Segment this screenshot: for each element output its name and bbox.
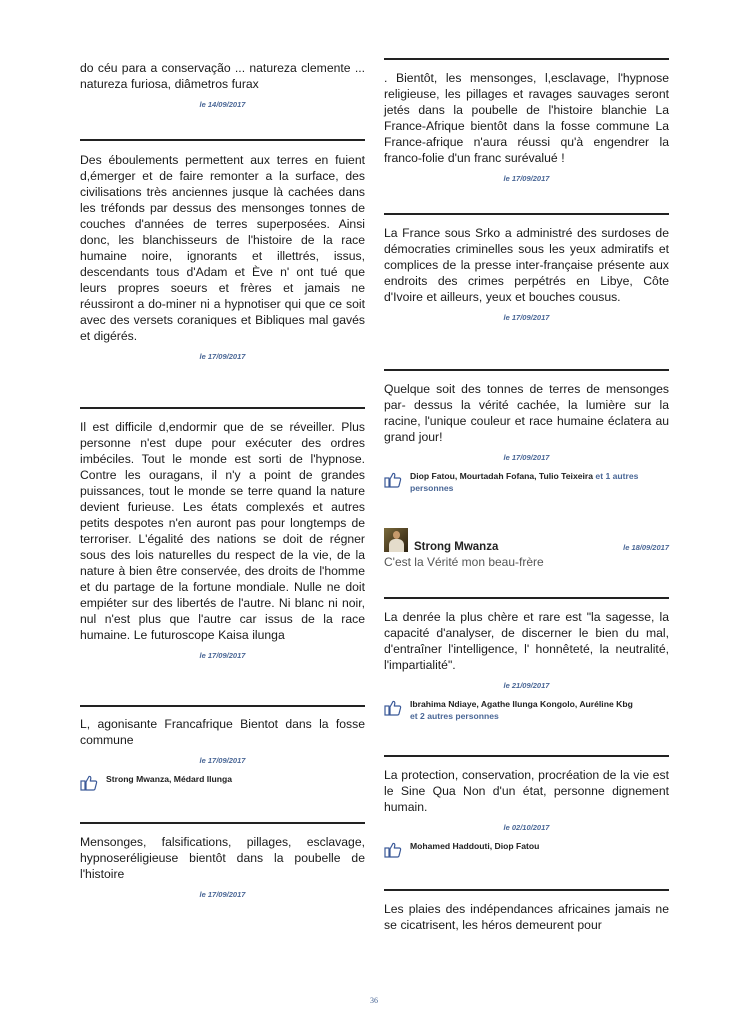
separator (384, 597, 669, 599)
separator (384, 369, 669, 371)
likes-row (80, 773, 365, 793)
post-text: La denrée la plus chère et rare est "la sagesse, la capacité d'analyser, de discerner le bien du mal, d'entraîner l'intelligence, l' honnêteté, la neutralité, l'impartialité". (384, 610, 669, 672)
post-date: le 17/09/2017 (199, 352, 246, 361)
post (384, 381, 669, 494)
separator (80, 139, 365, 141)
separator (80, 705, 365, 707)
post (80, 716, 365, 793)
likes-more-link[interactable]: et 1 autres personnes (410, 471, 639, 493)
avatar[interactable] (384, 528, 408, 552)
post-text: L, agonisante Francafrique Bientot dans la fosse commune (80, 717, 365, 747)
comment-text: C'est la Vérité mon beau-frère (384, 555, 544, 569)
post (384, 767, 669, 860)
separator (384, 755, 669, 757)
avatar-head (393, 531, 400, 539)
post-date: le 17/09/2017 (503, 313, 550, 322)
post (80, 60, 365, 109)
likes-names-list: Ibrahima Ndiaye, Agathe Ilunga Kongolo, Auréline Kbg (410, 699, 633, 709)
post-text: La France sous Srko a administré des surdoses de démocraties criminelles sous les yeux admiratifs et complices de la presse inter-française présente aux endroits des crimes perpétrés en Libye, Côte d'Ivoire et ailleurs, yeux et bouches cousus. (384, 226, 669, 304)
post-text: Les plaies des indépendances africaines jamais ne se cicatrisent, les héros demeurent pour (384, 902, 669, 932)
post (80, 152, 365, 361)
comment-author[interactable]: Strong Mwanza (414, 541, 499, 553)
post-text: Il est difficile d,endormir que de se réveiller. Plus personne n'est dupe pour exécuter des ordres imbéciles. Tout le monde est sorti de l'hypnose. Contre les ouragans, il n'y a point de grandes puissances, tout le monde se terre quand la nature devient furieuse. Les états complexés et autres petits despotes n'en auront pas pour longtemps de terroriser. L'égalité des nations se doit de régner sous des lois naturelles du respect de la vie, de la nature à bien être conservée, des droits de l'homme et du partage de la fortune mondiale. Nulle ne doit empiéter sur des libertés de l'autre. Ni blanc ni noir, nul n'est plus que l'autre car issus de la race humaine. Le futuroscope Kaisa ilunga (80, 420, 365, 642)
post-date: le 17/09/2017 (199, 651, 246, 660)
likes-names[interactable]: Strong Mwanza, Médard Ilunga (106, 774, 233, 784)
avatar-body (389, 539, 404, 552)
thumbs-up-icon[interactable] (384, 842, 402, 858)
page-number: 36 (370, 996, 378, 1005)
post-date: le 02/10/2017 (503, 823, 550, 832)
post-date: le 17/09/2017 (503, 174, 550, 183)
thumbs-up-icon[interactable] (384, 472, 402, 488)
post-text: Mensonges, falsifications, pillages, esclavage, hypnoseréligieuse bientôt dans la poubelle de l'histoire (80, 835, 365, 881)
post-date: le 17/09/2017 (503, 453, 550, 462)
likes-row (384, 840, 669, 860)
post (384, 70, 669, 183)
likes-more-link[interactable]: et 2 autres personnes (410, 711, 499, 721)
post-date: le 14/09/2017 (199, 100, 246, 109)
post (80, 834, 365, 899)
post-date: le 17/09/2017 (199, 890, 246, 899)
likes-row (384, 470, 669, 494)
post (384, 225, 669, 322)
post-text: Quelque soit des tonnes de terres de mensonges par- dessus la vérité cachée, la lumière sur la racine, l'unique couleur et race humaine éclatera au grand jour! (384, 382, 669, 444)
likes-names[interactable] (410, 698, 669, 722)
likes-names[interactable] (410, 470, 669, 494)
post (80, 419, 365, 660)
post-text: Des éboulements permettent aux terres en fuient d,émerger et de faire remonter a la surface, des civilisations très anciennes jusque là cachées dans les tréfonds par dessus des mensonges tonnes de couches d'années de terres superposées. Ainsi donc, les blanchisseurs de l'histoire de la race humaine noire, ignorants et illettrés, issus, descendants tous d'Adam et Ève n' ont tué que leurs propres soeurs et frères et jamais ne réussiront a do-miner ni a hypnotiser qui que ce soit avec des versets coraniques et Bibliques mal gavés et digérés. (80, 153, 365, 343)
comment-date: le 18/09/2017 (623, 543, 669, 552)
separator (384, 213, 669, 215)
post-text: do céu para a conservação ... natureza clemente ... natureza furiosa, diâmetros furax (80, 61, 365, 91)
thumbs-up-icon[interactable] (80, 775, 98, 791)
post (384, 901, 669, 933)
likes-names[interactable]: Mohamed Haddouti, Diop Fatou (410, 841, 540, 851)
post-date: le 21/09/2017 (503, 681, 550, 690)
post-date: le 17/09/2017 (199, 756, 246, 765)
likes-row (384, 698, 669, 722)
separator (80, 822, 365, 824)
likes-names-list: Diop Fatou, Mourtadah Fofana, Tulio Teixeira (410, 471, 594, 481)
post-text: . Bientôt, les mensonges, l,esclavage, l'hypnose religieuse, les pillages et ravages sauvages seront jetés dans la poubelle de l'histoire blanchie La France-Afrique bientôt dans la fosse commune La France-afrique n'aura réussi qu'à engendrer la franco-folie d'un franc surévalué ! (384, 71, 669, 165)
separator (384, 58, 669, 60)
post-text: La protection, conservation, procréation de la vie est le Sine Qua Non d'un état, personne dignement humain. (384, 768, 669, 814)
separator (384, 889, 669, 891)
thumbs-up-icon[interactable] (384, 700, 402, 716)
separator (80, 407, 365, 409)
post (384, 609, 669, 722)
